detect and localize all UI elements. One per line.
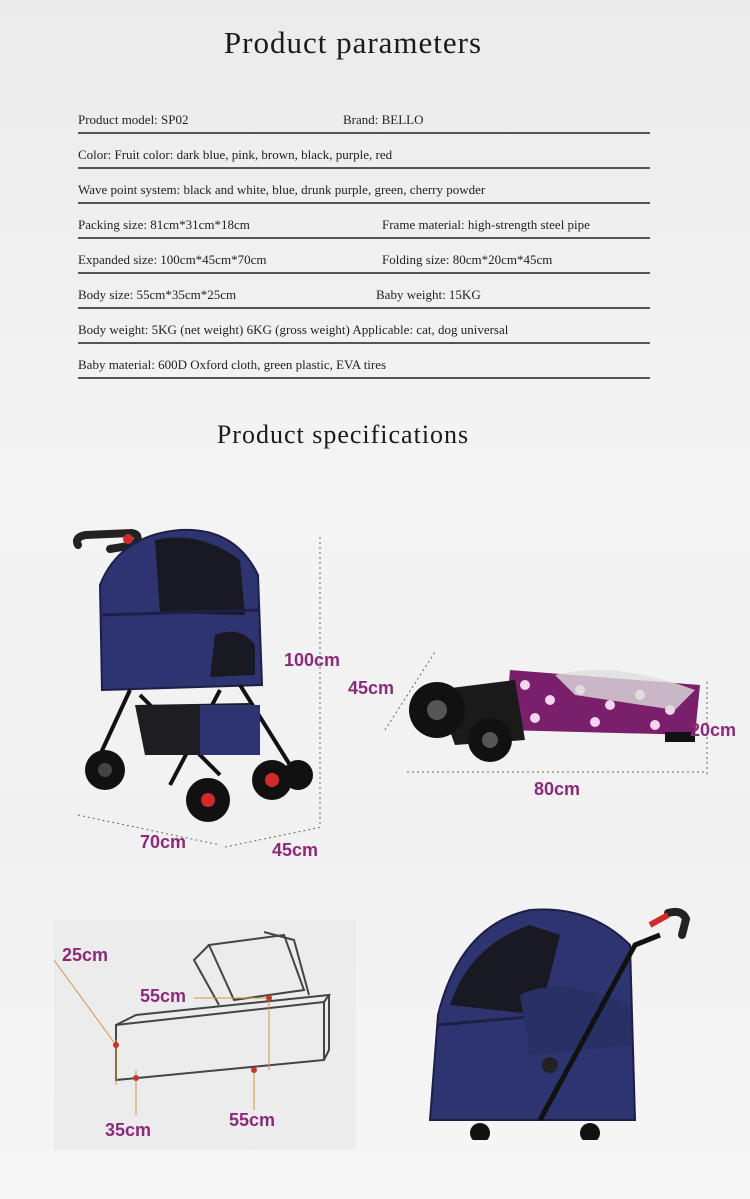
param-left: Wave point system: black and white, blue, drunk purple, green, cherry powder bbox=[78, 182, 486, 197]
param-row bbox=[78, 203, 650, 239]
param-row bbox=[78, 343, 650, 379]
dim-body-length: 55cm bbox=[229, 1110, 276, 1130]
param-right: Frame material: high-strength steel pipe bbox=[382, 217, 590, 232]
param-row bbox=[78, 168, 650, 204]
dim-expanded-length: 70cm bbox=[140, 832, 187, 852]
param-left: Product model: SP02 bbox=[78, 112, 189, 127]
param-left: Body weight: 5KG (net weight) 6KG (gross weight) Applicable: cat, dog universal bbox=[78, 322, 509, 337]
param-right: Folding size: 80cm*20cm*45cm bbox=[382, 252, 553, 267]
param-row bbox=[78, 308, 650, 344]
param-left: Expanded size: 100cm*45cm*70cm bbox=[78, 252, 267, 267]
param-left: Packing size: 81cm*31cm*18cm bbox=[78, 217, 250, 232]
dim-folded-depth: 45cm bbox=[348, 678, 395, 698]
param-left: Body size: 55cm*35cm*25cm bbox=[78, 287, 237, 302]
param-right: Brand: BELLO bbox=[343, 112, 424, 127]
dim-expanded-width: 45cm bbox=[272, 840, 319, 860]
param-row bbox=[78, 238, 650, 274]
dim-body-height: 25cm bbox=[62, 945, 109, 965]
specs-title: Product specifications bbox=[216, 420, 470, 449]
expanded-stroller-image bbox=[60, 515, 340, 860]
param-row bbox=[78, 98, 650, 134]
dim-folded-height: 20cm bbox=[690, 720, 737, 740]
dim-folded-length: 80cm bbox=[534, 779, 581, 799]
param-row bbox=[78, 133, 650, 169]
param-row bbox=[78, 273, 650, 309]
param-left: Color: Fruit color: dark blue, pink, brown, black, purple, red bbox=[78, 147, 393, 162]
param-left: Baby material: 600D Oxford cloth, green plastic, EVA tires bbox=[78, 357, 387, 372]
dim-body-top: 55cm bbox=[140, 986, 187, 1006]
stroller-closeup-image bbox=[420, 905, 695, 1140]
dim-body-depth: 35cm bbox=[105, 1120, 152, 1140]
params-title: Product parameters bbox=[223, 25, 483, 60]
param-right: Baby weight: 15KG bbox=[376, 287, 481, 302]
folded-stroller-image bbox=[375, 640, 720, 785]
dim-expanded-height: 100cm bbox=[284, 650, 341, 670]
